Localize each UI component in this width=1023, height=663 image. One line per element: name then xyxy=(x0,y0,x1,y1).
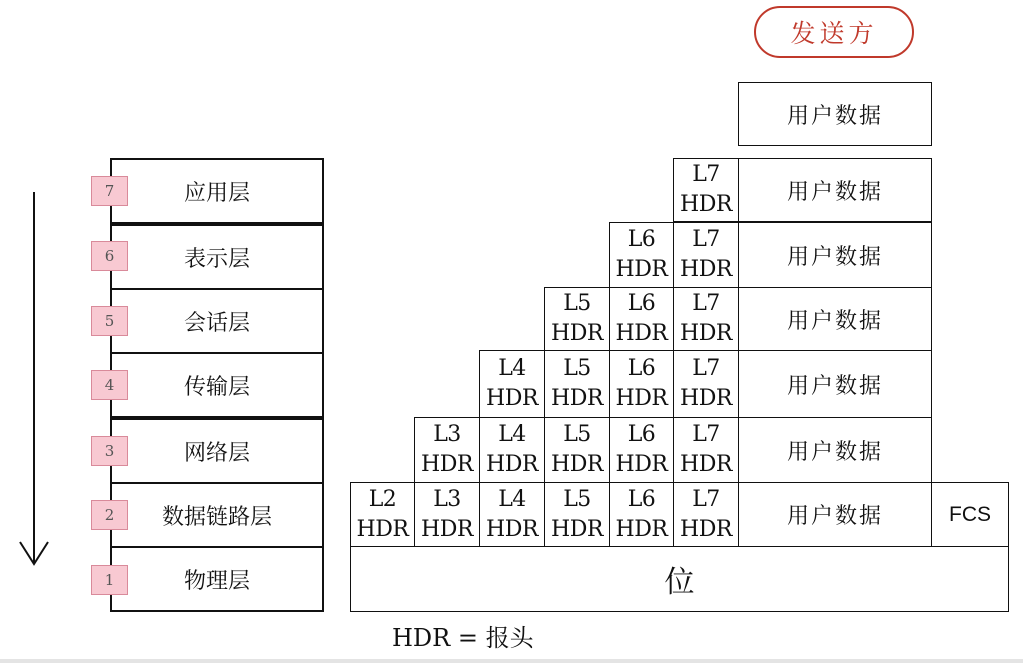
l5-header-cell xyxy=(544,417,610,483)
l7-header-cell xyxy=(673,158,739,222)
header-layer-label: L6 xyxy=(627,291,656,316)
header-layer-label: L6 xyxy=(627,422,656,447)
l7-header-cell xyxy=(673,350,739,418)
header-layer-label: L5 xyxy=(563,291,591,316)
l3-header-cell xyxy=(414,482,480,547)
layer-number-badge: 6 xyxy=(91,241,128,271)
down-arrow-icon xyxy=(14,190,54,570)
header-hdr-label: HDR xyxy=(551,516,603,542)
l6-header-cell xyxy=(609,417,674,483)
layer-application: 应用层 xyxy=(110,158,324,224)
l4-header-cell xyxy=(479,417,545,483)
layer-number-badge: 2 xyxy=(91,500,128,530)
header-layer-label: L4 xyxy=(498,486,526,512)
user-data-cell: 用户数据 xyxy=(738,350,932,418)
layer-presentation: 表示层 xyxy=(110,224,324,290)
header-layer-label: L7 xyxy=(692,291,720,316)
header-layer-label: L6 xyxy=(627,356,656,381)
header-layer-label: L3 xyxy=(433,422,461,447)
header-hdr-label: HDR xyxy=(615,386,668,411)
header-hdr-label: HDR xyxy=(421,452,473,477)
header-hdr-label: HDR xyxy=(680,192,732,217)
header-layer-label: L2 xyxy=(368,486,397,512)
bits-cell: 位 xyxy=(350,546,1009,612)
header-hdr-label: HDR xyxy=(680,386,732,411)
fcs-trailer-cell: FCS xyxy=(931,482,1009,547)
layer-session: 会话层 xyxy=(110,288,324,354)
header-layer-label: L6 xyxy=(627,227,656,252)
header-hdr-label: HDR xyxy=(486,386,538,411)
bottom-divider xyxy=(0,659,1023,663)
header-hdr-label: HDR xyxy=(680,452,732,477)
layer-transport: 传输层 xyxy=(110,352,324,418)
user-data-cell: 用户数据 xyxy=(738,222,932,288)
l3-header-cell xyxy=(414,417,480,483)
l6-header-cell xyxy=(609,287,674,351)
header-hdr-label: HDR xyxy=(486,516,538,542)
l6-header-cell xyxy=(609,482,674,547)
header-hdr-label: HDR xyxy=(421,516,473,542)
header-layer-label: L7 xyxy=(692,356,720,381)
header-hdr-label: HDR xyxy=(551,321,603,346)
header-hdr-label: HDR xyxy=(615,452,668,477)
header-layer-label: L7 xyxy=(692,227,720,252)
header-hdr-label: HDR xyxy=(615,257,668,282)
user-data-cell: 用户数据 xyxy=(738,482,932,547)
header-hdr-label: HDR xyxy=(486,452,538,477)
legend-text: HDR = 报头 xyxy=(392,624,534,652)
layer-number-badge: 1 xyxy=(91,565,128,595)
header-layer-label: L4 xyxy=(498,356,526,381)
header-hdr-label: HDR xyxy=(680,321,732,346)
header-hdr-label: HDR xyxy=(356,516,409,542)
l4-header-cell xyxy=(479,482,545,547)
header-layer-label: L4 xyxy=(498,422,526,447)
header-hdr-label: HDR xyxy=(551,386,603,411)
layer-data-link: 数据链路层 xyxy=(110,482,324,548)
l5-header-cell xyxy=(544,482,610,547)
header-layer-label: L3 xyxy=(433,486,461,512)
l7-header-cell xyxy=(673,482,739,547)
header-hdr-label: HDR xyxy=(680,257,732,282)
sender-label: 发送方 xyxy=(754,6,914,58)
header-hdr-label: HDR xyxy=(680,516,732,542)
layer-number-badge: 7 xyxy=(91,176,128,206)
header-layer-label: L5 xyxy=(563,356,591,381)
header-layer-label: L5 xyxy=(563,486,591,512)
layer-network: 网络层 xyxy=(110,418,324,484)
l7-header-cell xyxy=(673,417,739,483)
layer-number-badge: 5 xyxy=(91,306,128,336)
header-hdr-label: HDR xyxy=(551,452,603,477)
header-hdr-label: HDR xyxy=(615,321,668,346)
layer-physical: 物理层 xyxy=(110,546,324,612)
l7-header-cell xyxy=(673,222,739,288)
l7-header-cell xyxy=(673,287,739,351)
header-layer-label: L7 xyxy=(692,486,720,512)
l5-header-cell xyxy=(544,287,610,351)
l4-header-cell xyxy=(479,350,545,418)
layer-number-badge: 4 xyxy=(91,370,128,400)
header-hdr-label: HDR xyxy=(615,516,668,542)
l5-header-cell xyxy=(544,350,610,418)
l2-header-cell xyxy=(350,482,415,547)
layer-number-badge: 3 xyxy=(91,436,128,466)
header-layer-label: L7 xyxy=(692,422,720,447)
header-layer-label: L6 xyxy=(627,486,656,512)
header-layer-label: L7 xyxy=(692,162,720,187)
user-data-cell: 用户数据 xyxy=(738,287,932,351)
user-data-cell: 用户数据 xyxy=(738,82,932,146)
l6-header-cell xyxy=(609,350,674,418)
l6-header-cell xyxy=(609,222,674,288)
user-data-cell: 用户数据 xyxy=(738,417,932,483)
user-data-cell: 用户数据 xyxy=(738,158,932,222)
header-layer-label: L5 xyxy=(563,422,591,447)
